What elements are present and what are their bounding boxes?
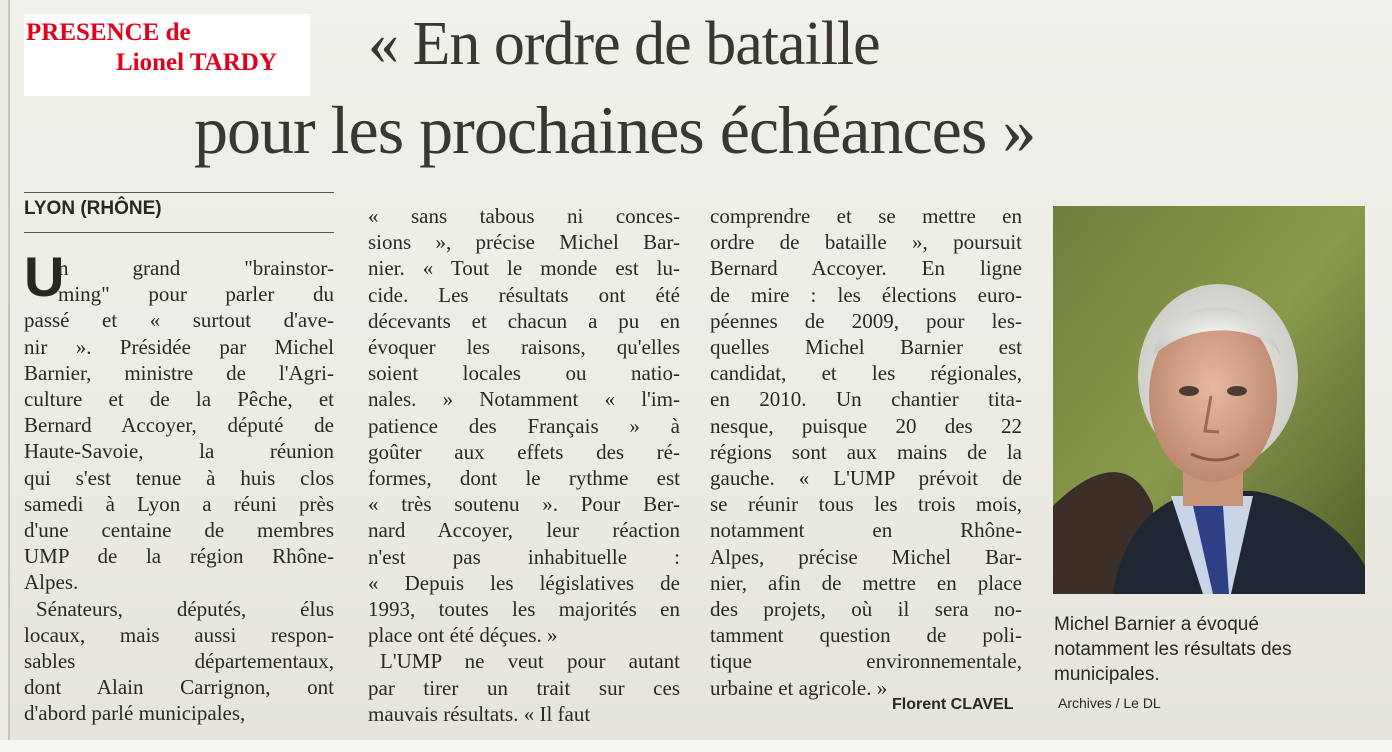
article-line: nir ». Présidée par Michel xyxy=(24,334,334,359)
article-line: Sénateurs, députés, élus xyxy=(36,596,334,621)
article-line: tamment question de poli- xyxy=(710,623,1022,648)
article-column-3 xyxy=(710,203,1022,701)
article-column-2 xyxy=(368,203,680,727)
article-line: passé et « surtout d'ave- xyxy=(24,308,334,333)
presence-label-line2: Lionel TARDY xyxy=(116,49,277,76)
article-line: quelles Michel Barnier est xyxy=(710,335,1022,360)
article-line: par tirer un trait sur ces xyxy=(368,675,680,700)
scan-bottom-margin xyxy=(0,740,1392,752)
article-line: Barnier, ministre de l'Agri- xyxy=(24,360,334,385)
article-line: évoquer les raisons, qu'elles xyxy=(368,335,680,360)
article-line: candidat, et les régionales, xyxy=(710,361,1022,386)
article-line: nales. » Notamment « l'im- xyxy=(368,387,680,412)
article-line: Bernard Accoyer, député de xyxy=(24,413,334,438)
dateline: LYON (RHÔNE) xyxy=(24,198,162,219)
article-line: cide. Les résultats ont été xyxy=(368,282,680,307)
article-line: péennes de 2009, pour les- xyxy=(710,308,1022,333)
article-line: dont Alain Carrignon, ont xyxy=(24,675,334,700)
photo-credit: Archives / Le DL xyxy=(1058,695,1161,711)
article-line: sions », précise Michel Bar- xyxy=(368,230,680,255)
article-line: se réunir tous les trois mois, xyxy=(710,492,1022,517)
article-line: UMP de la région Rhône- xyxy=(24,544,334,569)
article-line: goûter aux effets des ré- xyxy=(368,439,680,464)
page-edge xyxy=(8,0,10,740)
article-line: 1993, toutes les majorités en xyxy=(368,597,680,622)
article-line: culture et de la Pêche, et xyxy=(24,387,334,412)
dateline-bottom-rule xyxy=(24,232,334,233)
headline-line2: pour les prochaines échéances » xyxy=(194,92,1036,168)
article-line: comprendre et se mettre en xyxy=(710,204,1022,228)
article-line: formes, dont le rythme est xyxy=(368,466,680,491)
article-line: ordre de bataille », poursuit xyxy=(710,230,1022,255)
portrait-photo-illustration xyxy=(1053,206,1365,594)
article-line: urbaine et agricole. » xyxy=(710,675,888,700)
article-column-1 xyxy=(24,245,334,727)
article-line: nesque, puisque 20 des 22 xyxy=(710,413,1022,438)
article-line: patience des Français » à xyxy=(368,413,680,438)
byline: Florent CLAVEL xyxy=(892,696,1014,713)
article-line: L'UMP ne veut pour autant xyxy=(380,649,680,674)
article-line: gauche. « L'UMP prévoit de xyxy=(710,466,1022,491)
article-line: samedi à Lyon a réuni près xyxy=(24,491,334,516)
article-line: d'une centaine de membres xyxy=(24,518,334,543)
article-line: décevants et chacun a pu en xyxy=(368,308,680,333)
article-line: « très soutenu ». Pour Ber- xyxy=(368,492,680,517)
article-line: n grand "brainstor- xyxy=(58,256,334,280)
article-line: régions sont aux mains de la xyxy=(710,439,1022,464)
article-line: nier. « Tout le monde est lu- xyxy=(368,256,680,281)
article-line: Alpes, précise Michel Bar- xyxy=(710,544,1022,569)
article-line: de mire : les élections euro- xyxy=(710,282,1022,307)
article-line: « sans tabous ni conces- xyxy=(368,204,680,228)
article-line: mauvais résultats. « Il faut xyxy=(368,701,591,726)
article-line: Alpes. xyxy=(24,570,79,595)
article-line: « Depuis les législatives de xyxy=(368,570,680,595)
article-line: notamment en Rhône- xyxy=(710,518,1022,543)
article-line: nard Accoyer, leur réaction xyxy=(368,518,680,543)
article-line: nier, afin de mettre en place xyxy=(710,570,1022,595)
article-line: qui s'est tenue à huis clos xyxy=(24,465,334,490)
photo-caption: Michel Barnier a évoqué notamment les résultats des municipales. xyxy=(1054,614,1292,685)
article-line: d'abord parlé municipales, xyxy=(24,701,246,726)
dateline-top-rule xyxy=(24,192,334,193)
article-line: Bernard Accoyer. En ligne xyxy=(710,256,1022,281)
article-line: ming" pour parler du xyxy=(58,282,334,307)
article-line: tique environnementale, xyxy=(710,649,1022,674)
article-line: Haute-Savoie, la réunion xyxy=(24,439,334,464)
article-line: sables départementaux, xyxy=(24,649,334,674)
presence-label xyxy=(24,14,310,96)
article-line: soient locales ou natio- xyxy=(368,361,680,386)
article-line: des projets, où il sera no- xyxy=(710,597,1022,622)
presence-label-line1: PRESENCE de xyxy=(26,19,191,46)
article-line: place ont été déçues. » xyxy=(368,623,558,648)
portrait-photo xyxy=(1053,206,1365,594)
article-line: n'est pas inhabituelle : xyxy=(368,544,680,569)
headline-line1: « En ordre de bataille xyxy=(368,10,880,78)
article-line: locaux, mais aussi respon- xyxy=(24,622,334,647)
article-line: en 2010. Un chantier tita- xyxy=(710,387,1022,412)
drop-cap: U xyxy=(24,245,65,308)
